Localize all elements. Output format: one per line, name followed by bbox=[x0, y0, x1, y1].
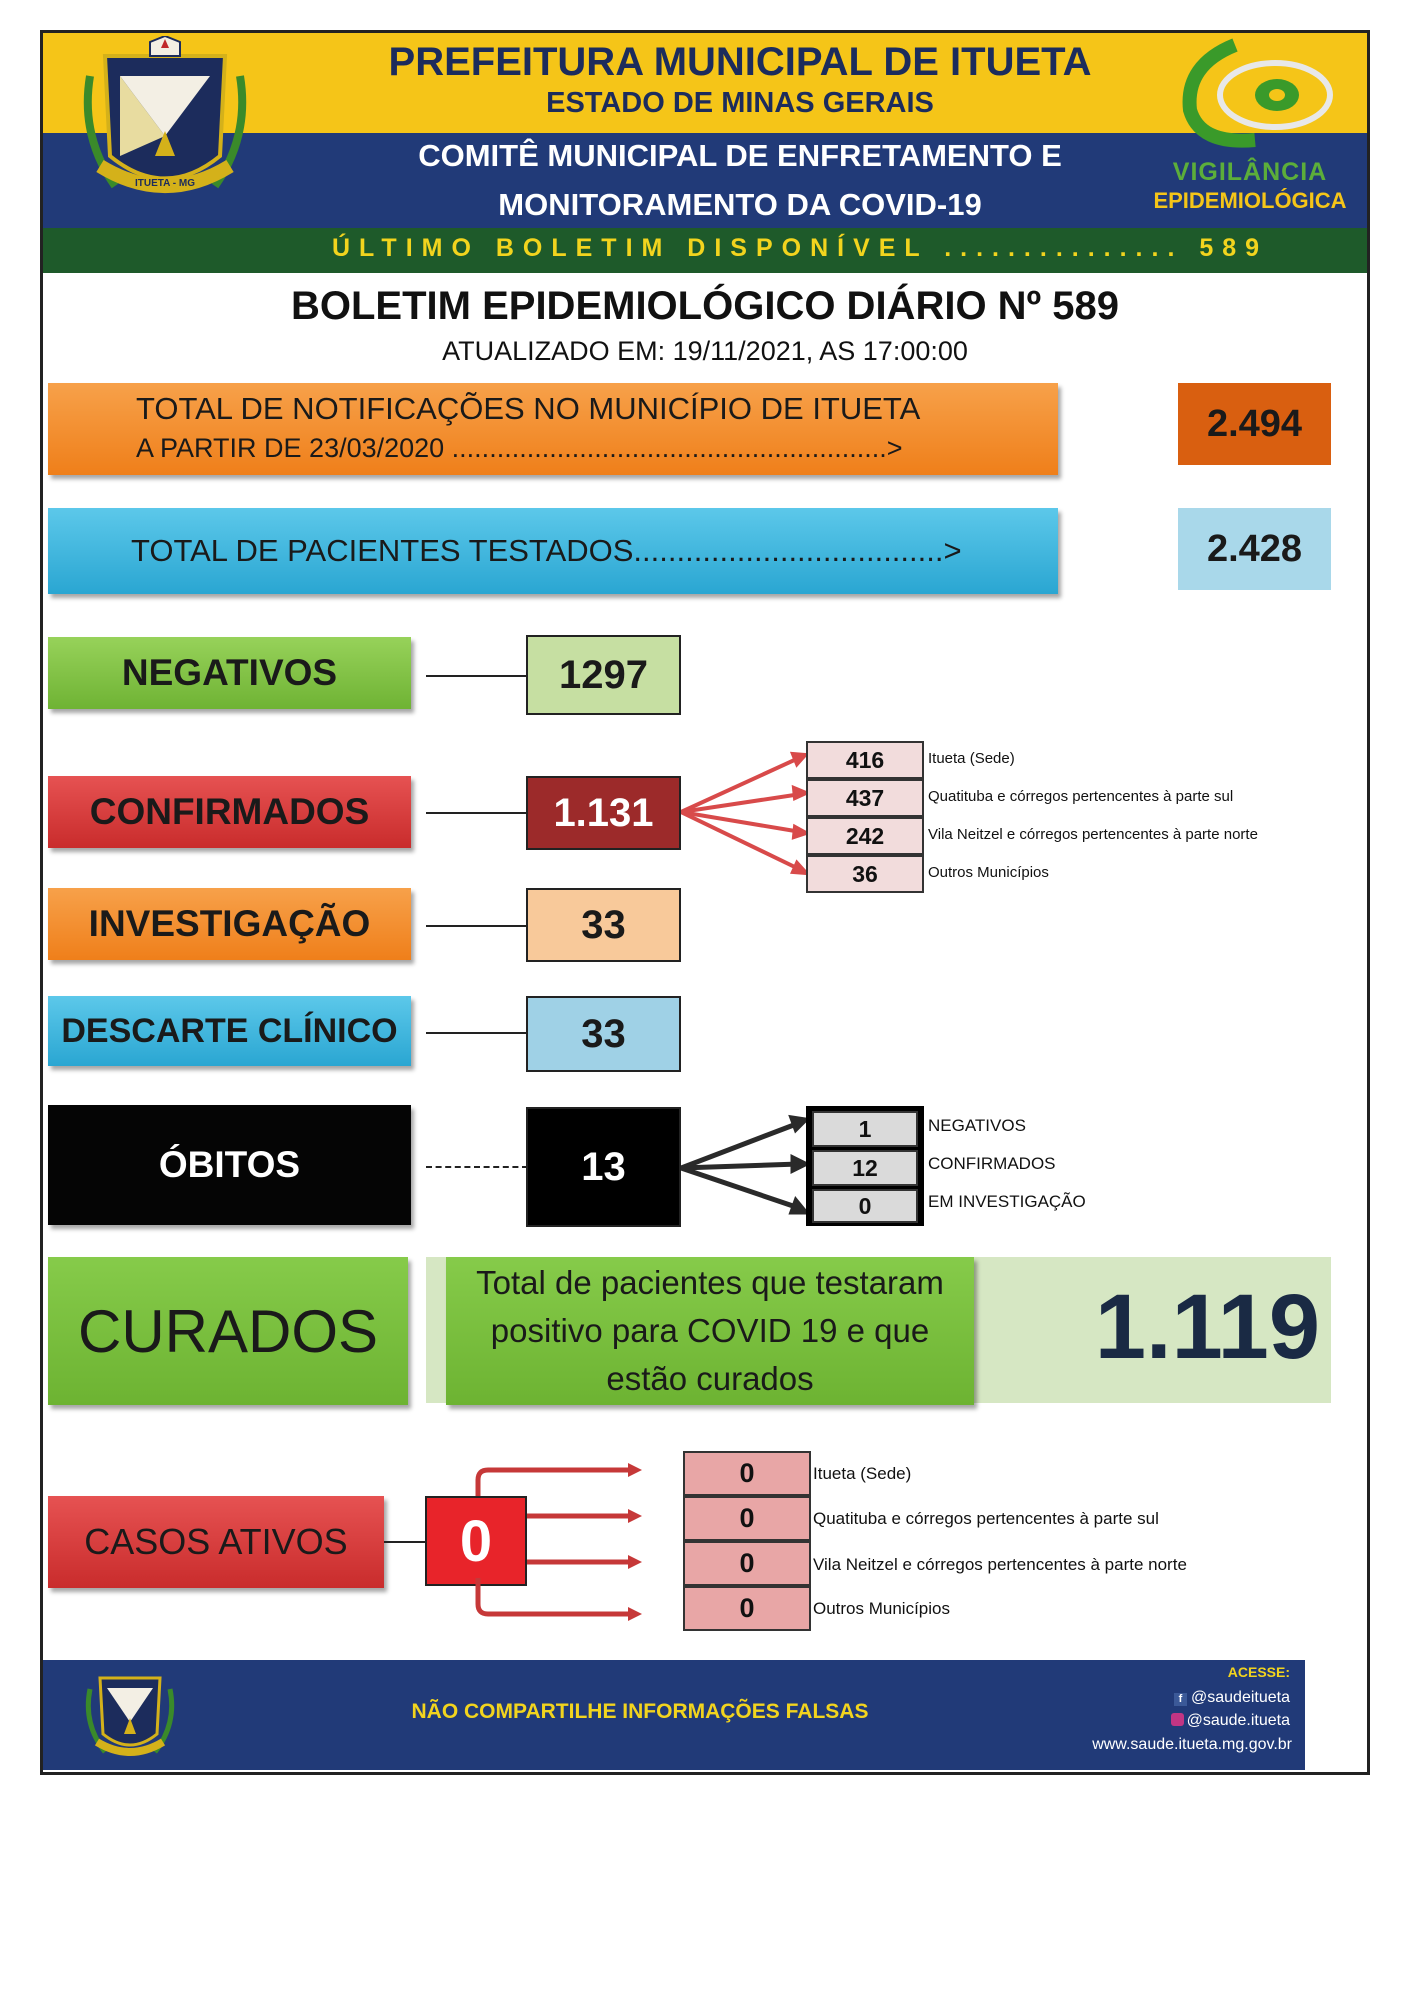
crest-text: ITUETA - MG bbox=[135, 178, 195, 189]
confirmados-outros-value: 36 bbox=[806, 855, 924, 893]
obitos-arrows bbox=[681, 1108, 811, 1228]
vigilancia-logo-text2: EPIDEMIOLÓGICA bbox=[1153, 188, 1347, 213]
investigacao-connector bbox=[426, 925, 528, 927]
bulletin-updated: ATUALIZADO EM: 19/11/2021, AS 17:00:00 bbox=[442, 336, 968, 366]
investigacao-label: INVESTIGAÇÃO bbox=[48, 888, 411, 960]
header-committee-line1: COMITÊ MUNICIPAL DE ENFRETAMENTO E bbox=[418, 138, 1062, 173]
header-title: PREFEITURA MUNICIPAL DE ITUETA bbox=[388, 40, 1092, 84]
tested-banner bbox=[48, 508, 1058, 594]
descarte-connector bbox=[426, 1032, 528, 1034]
notifications-label-line1: TOTAL DE NOTIFICAÇÕES NO MUNICÍPIO DE ITUETA bbox=[136, 391, 921, 426]
ativos-sul-value: 0 bbox=[683, 1496, 811, 1541]
footer-facebook bbox=[1150, 1689, 1290, 1707]
footer-message: NÃO COMPARTILHE INFORMAÇÕES FALSAS bbox=[411, 1700, 869, 1723]
obitos-value: 13 bbox=[526, 1107, 681, 1227]
negativos-value: 1297 bbox=[526, 635, 681, 715]
obitos-confirmados-value: 12 bbox=[812, 1150, 918, 1186]
municipal-crest-icon bbox=[60, 36, 270, 211]
confirmados-sede-value: 416 bbox=[806, 741, 924, 779]
ativos-value: 0 bbox=[425, 1496, 527, 1586]
negativos-label: NEGATIVOS bbox=[48, 637, 411, 709]
curados-description: Total de pacientes que testaram positivo para COVID 19 e que estão curados bbox=[476, 1264, 944, 1397]
notifications-value: 2.494 bbox=[1178, 383, 1331, 465]
confirmados-sul-value: 437 bbox=[806, 779, 924, 817]
ativos-sede-value: 0 bbox=[683, 1451, 811, 1496]
footer-instagram-handle[interactable]: @saude.itueta bbox=[1186, 1712, 1290, 1729]
confirmados-label: CONFIRMADOS bbox=[48, 776, 411, 848]
obitos-investigacao-label: EM INVESTIGAÇÃO bbox=[928, 1192, 1086, 1211]
obitos-breakdown bbox=[806, 1106, 924, 1226]
ativos-connector bbox=[384, 1541, 427, 1543]
confirmados-outros-label: Outros Municípios bbox=[928, 864, 1049, 881]
confirmados-sul-label: Quatituba e córregos pertencentes à parte sul bbox=[928, 788, 1234, 805]
confirmados-norte-label: Vila Neitzel e córregos pertencentes à parte norte bbox=[928, 826, 1258, 843]
tested-label: TOTAL DE PACIENTES TESTADOS....................................> bbox=[131, 533, 962, 568]
ativos-outros-value: 0 bbox=[683, 1586, 811, 1631]
footer-access: ACESSE: bbox=[1227, 1664, 1290, 1680]
header-committee-line2: MONITORAMENTO DA COVID-19 bbox=[498, 187, 982, 222]
ativos-sul-label: Quatituba e córregos pertencentes à parte sul bbox=[813, 1509, 1159, 1528]
obitos-confirmados-label: CONFIRMADOS bbox=[928, 1154, 1056, 1173]
bulletin-title: BOLETIM EPIDEMIOLÓGICO DIÁRIO Nº 589 bbox=[290, 284, 1120, 328]
footer-facebook-handle[interactable]: @saudeitueta bbox=[1191, 1689, 1290, 1706]
curados-value: 1.119 bbox=[1094, 1276, 1320, 1378]
confirmados-value: 1.131 bbox=[526, 776, 681, 850]
ativos-label: CASOS ATIVOS bbox=[48, 1496, 384, 1588]
curados-label: CURADOS bbox=[48, 1257, 408, 1405]
obitos-investigacao-value: 0 bbox=[812, 1189, 918, 1223]
ativos-sede-label: Itueta (Sede) bbox=[813, 1464, 912, 1483]
notifications-label-line2: A PARTIR DE 23/03/2020 ..........................................................> bbox=[136, 433, 903, 463]
confirmados-sede-label: Itueta (Sede) bbox=[928, 750, 1015, 767]
descarte-value: 33 bbox=[526, 996, 681, 1072]
obitos-negativos-label: NEGATIVOS bbox=[928, 1116, 1026, 1135]
obitos-connector bbox=[426, 1166, 528, 1168]
facebook-icon: f bbox=[1174, 1693, 1187, 1706]
ativos-norte-label: Vila Neitzel e córregos pertencentes à parte norte bbox=[813, 1555, 1187, 1574]
obitos-label: ÓBITOS bbox=[48, 1105, 411, 1225]
ativos-outros-label: Outros Municípios bbox=[813, 1599, 950, 1618]
notifications-banner bbox=[48, 383, 1058, 475]
header-state: ESTADO DE MINAS GERAIS bbox=[546, 87, 934, 119]
curados-description-box bbox=[446, 1257, 974, 1405]
footer-website[interactable]: www.saude.itueta.mg.gov.br bbox=[1092, 1736, 1292, 1753]
ativos-arrows bbox=[470, 1458, 645, 1638]
footer-instagram bbox=[1140, 1712, 1290, 1730]
descarte-label: DESCARTE CLÍNICO bbox=[48, 996, 411, 1066]
footer-crest-icon bbox=[75, 1664, 185, 1764]
confirmados-norte-value: 242 bbox=[806, 817, 924, 855]
vigilancia-logo-icon bbox=[1165, 35, 1355, 155]
investigacao-value: 33 bbox=[526, 888, 681, 962]
tested-value: 2.428 bbox=[1178, 508, 1331, 590]
negativos-connector bbox=[426, 675, 528, 677]
ativos-norte-value: 0 bbox=[683, 1541, 811, 1586]
instagram-icon bbox=[1171, 1713, 1184, 1726]
obitos-negativos-value: 1 bbox=[812, 1111, 918, 1147]
vigilancia-logo-text1: VIGILÂNCIA bbox=[1172, 158, 1328, 186]
confirmados-arrows bbox=[681, 742, 811, 882]
confirmados-connector bbox=[426, 812, 528, 814]
last-bulletin-line: ÚLTIMO BOLETIM DISPONÍVEL ............... 589 bbox=[331, 234, 1269, 262]
